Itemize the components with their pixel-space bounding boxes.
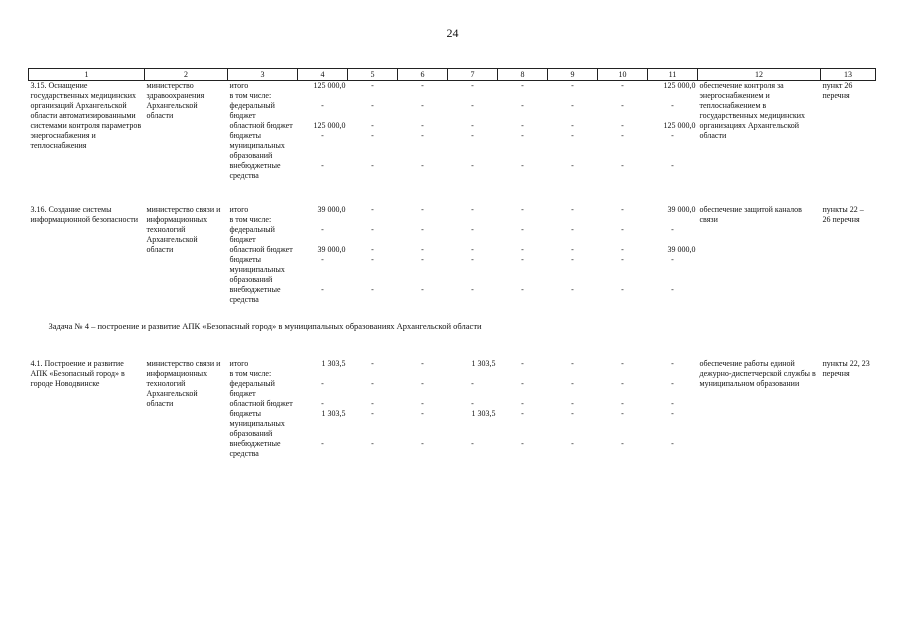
amount-cell: - (571, 225, 574, 234)
amount-cell: 39 000,0 (667, 205, 696, 214)
amount-cell: - (371, 285, 374, 294)
amount-cell: - (371, 379, 374, 388)
amount-cell: - (421, 409, 424, 418)
amount-cell: - (421, 225, 424, 234)
amount-cell: - (571, 399, 574, 408)
amount-cell: - (671, 101, 674, 110)
task-heading: Задача № 4 – построение и развитие АПК «Безопасный город» в муниципальных образованиях Архангельской области (48, 321, 482, 331)
amount-cell: - (671, 379, 674, 388)
amount-cell: - (671, 285, 674, 294)
column-header: 12 (698, 69, 821, 81)
amount-cell: - (621, 81, 624, 90)
amount-cell: - (621, 101, 624, 110)
amount-cell: - (671, 399, 674, 408)
amount-cell: - (371, 161, 374, 170)
amount-cell: - (421, 399, 424, 408)
reference: пункты 22 – 26 перечня (822, 205, 864, 224)
funding-source: в том числе: (229, 369, 272, 378)
expected-result: обеспечение работы единой дежурно-диспетчерской службы в муниципальном образовании (699, 359, 816, 388)
funding-source: областной бюджет (229, 399, 293, 408)
amount-cell: - (471, 205, 474, 214)
amount-cell: 1 303,5 (471, 409, 496, 418)
amount-cell: - (521, 245, 524, 254)
amount-cell: - (571, 439, 574, 448)
amount-cell: - (371, 255, 374, 264)
expected-result: обеспечение контроля за энергоснабжением и теплоснабжением в государственных медицинских организациях Архангельской области (699, 81, 806, 140)
amount-cell: - (321, 225, 324, 234)
amount-cell: - (671, 439, 674, 448)
funding-source: итого (229, 359, 249, 368)
amount-cell (548, 369, 598, 379)
amount-cell: - (671, 409, 674, 418)
amount-cell: - (621, 245, 624, 254)
amount-cell: 39 000,0 (667, 245, 696, 254)
amount-cell: - (321, 399, 324, 408)
funding-source: федеральный бюджет (229, 225, 275, 244)
amount-cell: 1 303,5 (321, 359, 346, 368)
amount-cell: - (521, 255, 524, 264)
amount-cell: 125 000,0 (663, 121, 696, 130)
amount-cell: - (571, 285, 574, 294)
column-header: 9 (548, 69, 598, 81)
column-header: 11 (648, 69, 698, 81)
table-row (29, 81, 876, 92)
executor: министерство связи и информационных технологий Архангельской области (146, 205, 221, 254)
amount-cell (548, 91, 598, 101)
funding-source: федеральный бюджет (229, 379, 275, 398)
amount-cell: - (471, 399, 474, 408)
amount-cell: - (371, 101, 374, 110)
amount-cell: - (421, 121, 424, 130)
amount-cell: - (371, 399, 374, 408)
amount-cell: - (571, 255, 574, 264)
amount-cell: - (371, 121, 374, 130)
amount-cell (398, 91, 448, 101)
column-header: 2 (145, 69, 228, 81)
amount-cell: - (571, 161, 574, 170)
amount-cell: - (671, 131, 674, 140)
amount-cell (598, 91, 648, 101)
amount-cell (398, 215, 448, 225)
amount-cell (398, 369, 448, 379)
amount-cell: - (421, 205, 424, 214)
amount-cell (448, 91, 498, 101)
funding-source: бюджеты муниципальных образований (229, 131, 285, 160)
amount-cell: - (371, 131, 374, 140)
spacer-row (29, 305, 876, 317)
amount-cell: - (521, 205, 524, 214)
amount-cell: - (521, 121, 524, 130)
amount-cell: - (621, 439, 624, 448)
spacer-row (29, 181, 876, 193)
column-header: 10 (598, 69, 648, 81)
amount-cell: - (571, 81, 574, 90)
amount-cell: - (471, 379, 474, 388)
amount-cell (648, 215, 698, 225)
amount-cell (548, 215, 598, 225)
funding-source: в том числе: (229, 91, 272, 100)
funding-source: бюджеты муниципальных образований (229, 255, 285, 284)
column-header: 3 (228, 69, 298, 81)
spacer-row (29, 335, 876, 347)
amount-cell: 1 303,5 (321, 409, 346, 418)
spacer-row (29, 347, 876, 359)
amount-cell (298, 369, 348, 379)
funding-source: внебюджетные средства (229, 439, 281, 458)
amount-cell (498, 215, 548, 225)
program-table (28, 68, 876, 459)
amount-cell: - (621, 131, 624, 140)
amount-cell (648, 91, 698, 101)
column-header: 13 (821, 69, 876, 81)
amount-cell: - (521, 379, 524, 388)
funding-source: федеральный бюджет (229, 101, 275, 120)
column-header: 4 (298, 69, 348, 81)
amount-cell: - (521, 225, 524, 234)
funding-source: итого (229, 81, 249, 90)
amount-cell: 125 000,0 (313, 81, 346, 90)
column-number-row (29, 69, 876, 81)
amount-cell: - (321, 101, 324, 110)
column-header: 7 (448, 69, 498, 81)
amount-cell: - (521, 399, 524, 408)
amount-cell (348, 369, 398, 379)
funding-source: итого (229, 205, 249, 214)
amount-cell: - (421, 81, 424, 90)
amount-cell: - (571, 205, 574, 214)
amount-cell: - (621, 255, 624, 264)
column-header: 5 (348, 69, 398, 81)
amount-cell: - (621, 285, 624, 294)
spacer-row (29, 193, 876, 205)
amount-cell: - (421, 161, 424, 170)
amount-cell: - (421, 131, 424, 140)
amount-cell: - (471, 225, 474, 234)
amount-cell: - (471, 121, 474, 130)
amount-cell: - (471, 161, 474, 170)
amount-cell: - (571, 245, 574, 254)
amount-cell: - (521, 101, 524, 110)
amount-cell (348, 91, 398, 101)
amount-cell: 39 000,0 (317, 245, 346, 254)
amount-cell (598, 215, 648, 225)
amount-cell: - (571, 359, 574, 368)
column-header: 8 (498, 69, 548, 81)
amount-cell: - (371, 81, 374, 90)
amount-cell: - (621, 205, 624, 214)
amount-cell: - (621, 359, 624, 368)
amount-cell: - (321, 379, 324, 388)
amount-cell: - (371, 359, 374, 368)
amount-cell: - (321, 285, 324, 294)
table-row (29, 359, 876, 369)
amount-cell: - (321, 131, 324, 140)
amount-cell (598, 369, 648, 379)
amount-cell: - (371, 205, 374, 214)
reference: пункт 26 перечня (822, 81, 853, 100)
amount-cell: - (371, 439, 374, 448)
amount-cell: - (621, 379, 624, 388)
executor: министерство здравоохранения Архангельской области (146, 81, 205, 120)
amount-cell: 39 000,0 (317, 205, 346, 214)
amount-cell: - (371, 409, 374, 418)
funding-source: внебюджетные средства (229, 285, 281, 304)
funding-source: областной бюджет (229, 121, 293, 130)
funding-source: бюджеты муниципальных образований (229, 409, 285, 438)
amount-cell: - (471, 245, 474, 254)
amount-cell: - (521, 285, 524, 294)
amount-cell: - (371, 225, 374, 234)
amount-cell: - (521, 409, 524, 418)
amount-cell (648, 369, 698, 379)
amount-cell (298, 215, 348, 225)
column-header: 1 (29, 69, 145, 81)
amount-cell: - (621, 409, 624, 418)
amount-cell: - (621, 161, 624, 170)
amount-cell: - (621, 399, 624, 408)
amount-cell: - (421, 255, 424, 264)
amount-cell (448, 215, 498, 225)
amount-cell: - (571, 101, 574, 110)
amount-cell: - (371, 245, 374, 254)
task-heading-row (29, 317, 876, 335)
amount-cell: - (571, 121, 574, 130)
amount-cell: 1 303,5 (471, 359, 496, 368)
amount-cell: - (621, 121, 624, 130)
activity-name: 4.1. Построение и развитие АПК «Безопасный город» в городе Новодвинске (30, 359, 125, 388)
amount-cell: - (471, 439, 474, 448)
amount-cell: - (471, 81, 474, 90)
amount-cell (348, 215, 398, 225)
amount-cell: - (321, 161, 324, 170)
amount-cell: - (321, 255, 324, 264)
activity-name: 3.16. Создание системы информационной безопасности (30, 205, 139, 224)
amount-cell: - (471, 255, 474, 264)
amount-cell: 125 000,0 (313, 121, 346, 130)
reference: пункты 22, 23 перечня (822, 359, 870, 378)
amount-cell: - (571, 131, 574, 140)
amount-cell: - (671, 359, 674, 368)
amount-cell (498, 91, 548, 101)
amount-cell: - (421, 101, 424, 110)
amount-cell: - (671, 161, 674, 170)
funding-source: внебюджетные средства (229, 161, 281, 180)
amount-cell: - (421, 439, 424, 448)
amount-cell: - (471, 101, 474, 110)
amount-cell: - (521, 81, 524, 90)
executor: министерство связи и информационных технологий Архангельской области (146, 359, 221, 408)
amount-cell: - (521, 161, 524, 170)
amount-cell (498, 369, 548, 379)
funding-source: областной бюджет (229, 245, 293, 254)
activity-name: 3.15. Оснащение государственных медицинских организаций Архангельской области автоматизированными системами контроля параметров энергоснабжения и теплоснабжения (30, 81, 142, 150)
table-row (29, 205, 876, 215)
amount-cell: - (571, 379, 574, 388)
amount-cell: 125 000,0 (663, 81, 696, 90)
amount-cell: - (421, 285, 424, 294)
amount-cell: - (621, 225, 624, 234)
amount-cell: - (671, 255, 674, 264)
amount-cell: - (421, 359, 424, 368)
amount-cell (298, 91, 348, 101)
amount-cell: - (671, 225, 674, 234)
amount-cell: - (521, 439, 524, 448)
expected-result: обеспечение защитой каналов связи (699, 205, 802, 224)
amount-cell: - (421, 245, 424, 254)
amount-cell: - (571, 409, 574, 418)
amount-cell: - (521, 131, 524, 140)
amount-cell (448, 369, 498, 379)
amount-cell: - (421, 379, 424, 388)
funding-source: в том числе: (229, 215, 272, 224)
page-number: 24 (446, 26, 459, 40)
amount-cell: - (521, 359, 524, 368)
column-header: 6 (398, 69, 448, 81)
amount-cell: - (321, 439, 324, 448)
amount-cell: - (471, 285, 474, 294)
amount-cell: - (471, 131, 474, 140)
